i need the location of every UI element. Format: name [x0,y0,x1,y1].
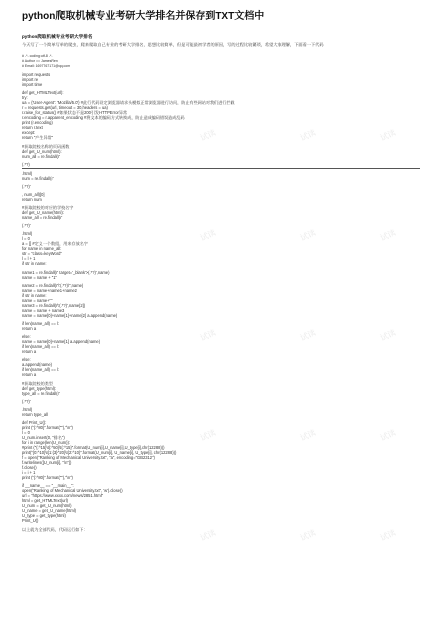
code-line: import requests [22,72,51,78]
code-line: , num_all)[0] [22,191,45,197]
code-line: name = name+name1+name2 [22,287,77,293]
code-line: (.*?)' [22,223,31,229]
code-line: if len(name_all) == l: [22,367,60,373]
code-line: name = name[0]+name[1] a.append(name) [22,339,101,345]
code-line: if __name__ == "__main__": [22,483,74,489]
code-line: open("Ranking of Mechanical University.txt", 'w').close() [22,488,123,494]
watermark-text: 试读 [378,428,398,443]
code-line: name3 = re.findall(r\'(.*?)',name[2]) [22,302,86,308]
code-line: l = 0 [22,430,30,436]
code-line: # Email: 1697767171@qq.com [22,64,71,68]
code-line: num = re.findall(r' [22,175,54,181]
code-line: else: [22,357,31,363]
code-line: (.*?) [22,161,30,167]
code-line: return "产生异常" [22,135,54,141]
code-line: name = name+"" [22,297,53,303]
watermark-text: 试读 [378,128,398,143]
code-line: U_name = get_U_name(html) [22,508,77,514]
code-line: print ("{:^80}".format(""),"\n") [22,425,73,431]
watermark-text: 试读 [198,228,218,243]
code-line: U_num.insert(0, "排名") [22,435,65,441]
watermark-text: 试读 [378,328,398,343]
code-line: import time [22,82,43,88]
code-line: U_num = get_U_num(html) [22,503,72,509]
code-line: return a [22,372,37,378]
code-line: def get_HTMLText(url): [22,90,64,96]
watermark-text: 试读 [298,228,318,243]
code-line: name = name + "1" [22,274,57,280]
watermark-text: 试读 [378,528,398,543]
code-line: if len(name_all) == l: [22,344,60,350]
code-line: U_type = get_type(html) [22,513,66,519]
code-line: def get_U_num(html): [22,148,62,154]
watermark-text: 试读 [298,128,318,143]
code-line: a = [] #定义一个数组，用来存放名字 [22,241,88,247]
watermark-text: 试读 [298,528,318,543]
code-line: return type_all [22,411,48,417]
code-line: #获取院校名称的页码函数 [22,143,70,149]
code-listing [22,54,422,532]
code-line: num_all = re.findall(r' [22,153,60,159]
horizontal-rule [22,168,420,169]
code-line: i = i + 1 [22,470,36,476]
code-line: .html) [22,170,33,176]
code-line: l = l + 1 [22,256,36,262]
code-line: ua = {'User-Agent': 'Mozilla/5.0'} #此行代码设定浏览器请求头模拟正常浏览器进行访问，防止有些网站对我们进行拦截 [22,100,235,106]
code-line: .html) [22,406,33,412]
code-line: # -*- coding:utf-8 -*- [22,54,53,58]
code-line: r.raise_for_status() #如果状态不是200引发HTTPError异常 [22,110,128,116]
code-line: print (r.encoding) [22,120,53,126]
watermark-text: 试读 [198,428,218,443]
code-line: Print_U() [22,518,39,524]
code-line: .html) [22,231,33,237]
code-line: name2 = re.findall(r'\'(.*?)\'',name) [22,282,84,288]
watermark-text: 试读 [298,428,318,443]
code-line: name = name + name3 [22,307,65,313]
code-line: try: [22,95,28,101]
code-line: print("{0:^10}\t{1:{3}^20}\t{2:^10}".format(U_num[i], U_name[i], U_type[i], chr(12288))) [22,450,177,456]
code-line: except: [22,130,36,136]
code-line: name1 = re.findall(r' target='_blank'>(.*?)',name) [22,269,110,275]
code-line: for name in name_all: [22,246,62,252]
code-line: if str in name: [22,261,47,267]
code-line: 以上就为全部代码，代码运行如下： [22,526,88,532]
code-line: return num [22,196,42,202]
code-line: def Print_U(): [22,420,47,426]
code-line: html = get_HTMLText(url) [22,498,68,504]
page-title: python爬取机械专业考研大学排名并保存到TXT文档中 [22,11,265,22]
code-line: return a [22,326,37,332]
code-line: #获取院校的类型 [22,380,53,386]
code-line: for i in range(len(U_num)): [22,440,71,446]
watermark-text: 试读 [378,228,398,243]
code-line: str = "class=keyWord" [22,251,62,257]
watermark-text: 试读 [298,328,318,343]
code-line: else: [22,334,31,340]
code-line: print ("{:^80}".format(""),"\n") [22,475,73,481]
code-line: r.encoding = r.apparent_encoding #将文本的编码方式转换成，防止造成编码错误造成乱码 [22,115,185,121]
watermark-text: 试读 [198,128,218,143]
code-line: r = requests.get(url, timeout = 30,headers = ua) [22,105,108,111]
watermark-text: 试读 [198,528,218,543]
intro-paragraph: 今天写了一个简单写单的爬虫，爬来爬取自己专业的考研大学排名，思想比较简单，但是可能最初学者的原因，写的过程比较繁琐，希望大家理解，下面看一下代码 [22,42,324,47]
code-line: name = name[0]+name[1]+name[2] a.append(name) [22,312,118,318]
code-line: l = 0 [22,236,30,242]
code-line: import re [22,77,39,83]
code-line: return r.text [22,125,43,131]
code-line: type_all = re.findall(r' [22,390,60,396]
section-heading: python爬取机械专业考研大学排名 [22,34,93,39]
code-line: #获取院校的对应的学校名字 [22,205,74,211]
code-line: f.writelines([U_num[i], "\n"]) [22,460,72,466]
code-line: return a [22,349,37,355]
code-line: def get_U_name(html): [22,210,64,216]
code-line: name_all = re.findall(r' [22,215,63,221]
code-line: a.append(name) [22,362,53,368]
code-line: def get_type(html): [22,385,57,391]
code-line: (.*?)' [22,398,31,404]
watermark-text: 试读 [198,328,218,343]
code-line: #print ("{:^15}\t{:^50}\t{:^15}".format(U_num[i],U_name[i],U_type[i],chr(12288))) [22,445,165,451]
code-line: url = "https://www.xxxx.com/news/2851.html" [22,493,104,499]
code-line: if len(name_all) == l: [22,321,60,327]
code-line: f = open("Ranking of Mechanical University.txt", "a", encoding="GB2312") [22,455,155,461]
code-line: (.*?)' [22,183,31,189]
code-line: f.close() [22,465,37,471]
code-line: if str in name: [22,292,47,298]
code-line: # Author == JamesRen [22,59,58,63]
